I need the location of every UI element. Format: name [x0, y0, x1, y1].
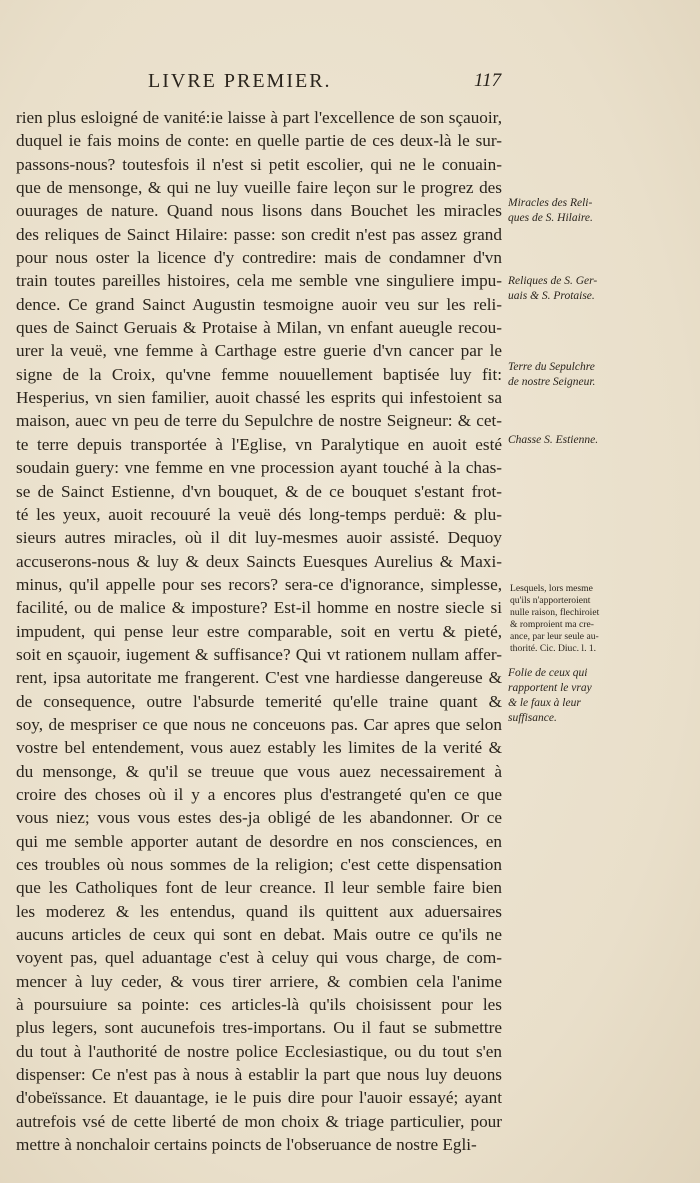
note-line: Miracles des Reli- — [508, 197, 593, 209]
note-line: Lesquels, lors mesme — [510, 583, 593, 594]
text-line: té les yeux, auoit recouuré la veuë dés long-temps perduë: & plu- — [16, 504, 502, 524]
margin-note-hilaire — [508, 196, 620, 226]
text-line: soit en sçauoir, iugement & suffisance? Qui vt rationem nullam affer- — [16, 644, 502, 664]
note-line: Chasse S. Estienne. — [508, 434, 599, 446]
text-line: soy, de mespriser ce que nous ne conceuons pas. Car apres que selon — [16, 714, 502, 734]
text-line: sieurs autres miracles, où il dit luy-mesmes auoir assisté. Dequoy — [16, 528, 502, 548]
text-line: de consequence, outre l'absurde temerité qu'elle traine quant & — [16, 691, 502, 711]
text-line: passons-nous? toutesfois il n'est si petit escolier, qui ne le conuain- — [16, 154, 502, 174]
text-line: les moderez & les entendus, quand ils quittent aux aduersaires — [16, 901, 502, 921]
margin-note-geruais — [508, 274, 620, 304]
note-line: qu'ils n'apporteroient — [510, 595, 591, 606]
note-line: Terre du Sepulchre — [508, 361, 595, 373]
text-line: rien plus esloigné de vanité:ie laisse à part l'excellence de son sçauoir, — [16, 108, 502, 127]
text-line: impudent, qui pense leur estre comparable, soit en vertu & pieté, — [16, 621, 502, 641]
text-line: que les Catholiques font de leur creance. Il leur semble faire bien — [16, 878, 502, 898]
text-line: maison, auec vn peu de terre du Sepulchre de nostre Seigneur: & cet- — [16, 411, 502, 431]
text-line: ques de Sainct Geruais & Protaise à Milan, vn enfant aueugle recou- — [16, 318, 502, 338]
text-line: d'obeïssance. Et dauantage, ie le puis dire pour l'auoir essayé; ayant — [16, 1088, 502, 1108]
margin-note-sepulchre — [508, 360, 620, 390]
note-line: & romproient ma cre- — [510, 619, 594, 630]
text-line: vous niez; vous vous estes des-ja obligé de les abandonner. Or ce — [16, 808, 502, 828]
note-line: nulle raison, flechiroiet — [510, 607, 600, 618]
note-line: ques de S. Hilaire. — [508, 212, 593, 224]
margin-note-cicero — [510, 583, 622, 655]
note-line: de nostre Seigneur. — [508, 376, 596, 388]
text-line: voyent pas, quel aduantage c'est à celuy qui vous charge, de com- — [16, 948, 502, 968]
text-line: rent, ipsa autoritate me frangerent. C'est vne hardiesse dangereuse & — [16, 668, 502, 688]
page-number: 117 — [474, 70, 502, 91]
text-line: dispenser: Ce n'est pas à nous à establir la part que nous luy deuons — [16, 1065, 502, 1085]
text-line: mencer à luy ceder, & vous tirer arriere, & combien cela l'anime — [16, 971, 502, 991]
text-line: te terre depuis transportée à l'Eglise, vn Paralytique en auoit esté — [16, 434, 502, 454]
text-line: se de Sainct Estienne, d'vn bouquet, & de ce bouquet s'estant frot- — [16, 481, 502, 501]
page-header — [0, 70, 700, 98]
text-line: des reliques de Sainct Hilaire: passe: son credit n'est pas assez grand — [16, 224, 502, 244]
text-line: qui me semble apporter autant de desordre en nos consciences, en — [16, 831, 502, 851]
text-line: vostre bel entendement, vous auez estably les limites de la verité & — [16, 738, 502, 758]
text-line: que de mensonge, & qui ne luy vueille faire leçon sur le progrez des — [16, 178, 502, 198]
text-line: ces troubles où nous sommes de la religion; c'est cette dispensation — [16, 855, 502, 874]
text-line: pour nous oster la licence d'y contredire: mais de condamner d'vn — [16, 248, 502, 268]
note-line: Reliques de S. Ger- — [508, 275, 598, 287]
text-line: ouurages de nature. Quand nous lisons dans Bouchet les miracles — [16, 201, 502, 221]
text-line: train toutes pareilles histoires, cela me semble vne singuliere impu- — [16, 271, 502, 291]
note-line: suffisance. — [508, 712, 557, 724]
text-line: signe de la Croix, qu'vne femme nouuellement baptisée luy fit: — [16, 364, 502, 384]
text-line: à poursuiure sa pointe: ces articles-là qu'ils choisissent pour les — [16, 995, 502, 1015]
margin-note-folie — [508, 666, 620, 726]
text-line: urer la veuë, vne femme à Carthage estre guerie d'vn cancer par le — [16, 341, 502, 361]
text-line: facilité, ou de malice & imposture? Est-il homme en nostre siecle si — [16, 598, 502, 618]
text-line: Hesperius, vn sien familier, auoit chassé les esprits qui infestoient sa — [16, 388, 502, 408]
note-line: & le faux à leur — [508, 697, 581, 709]
text-line: dence. Ce grand Sainct Augustin tesmoigne auoir veu sur les reli- — [16, 294, 502, 314]
text-line: croire des choses où il y a encores plus d'estrangeté qu'en ce que — [16, 784, 502, 804]
text-line: autrefois vsé de cette liberté de mon choix & triage particulier, pour — [16, 1111, 502, 1131]
text-line: soudain guery: vne femme en vne procession ayant touché à la chas- — [16, 458, 502, 478]
body-text — [16, 106, 502, 1156]
text-line: du mensonge, & qu'il se treuue que vous auez necessairement à — [16, 761, 502, 781]
text-line: duquel ie fais moins de conte: en quelle partie de ces deux-là le sur- — [16, 131, 502, 151]
text-line: plus legers, sont aucunefois tres-importans. Ou il faut se submettre — [16, 1018, 502, 1038]
text-line: minus, qu'il appelle pour ses recors? sera-ce d'ignorance, simplesse, — [16, 574, 502, 594]
note-line: uais & S. Protaise. — [508, 290, 595, 302]
text-line: accuserons-nous & luy & deux Saincts Euesques Aurelius & Maxi- — [16, 551, 502, 571]
text-line: du tout à l'authorité de nostre police Ecclesiastique, ou du tout s'en — [16, 1041, 502, 1061]
note-line: ance, par leur seule au- — [510, 631, 599, 642]
note-line: rapportent le vray — [508, 682, 592, 694]
text-line: aucuns articles de ceux qui sont en debat. Mais outre ce qu'ils ne — [16, 925, 502, 945]
note-line: Folie de ceux qui — [508, 667, 588, 679]
running-title: LIVRE PREMIER. — [148, 70, 332, 92]
note-line: thorité. Cic. Diuc. l. 1. — [510, 643, 597, 654]
text-line: mettre à nonchaloir certains poincts de l'obseruance de nostre Egli- — [16, 1135, 477, 1155]
margin-note-estienne — [508, 433, 620, 448]
